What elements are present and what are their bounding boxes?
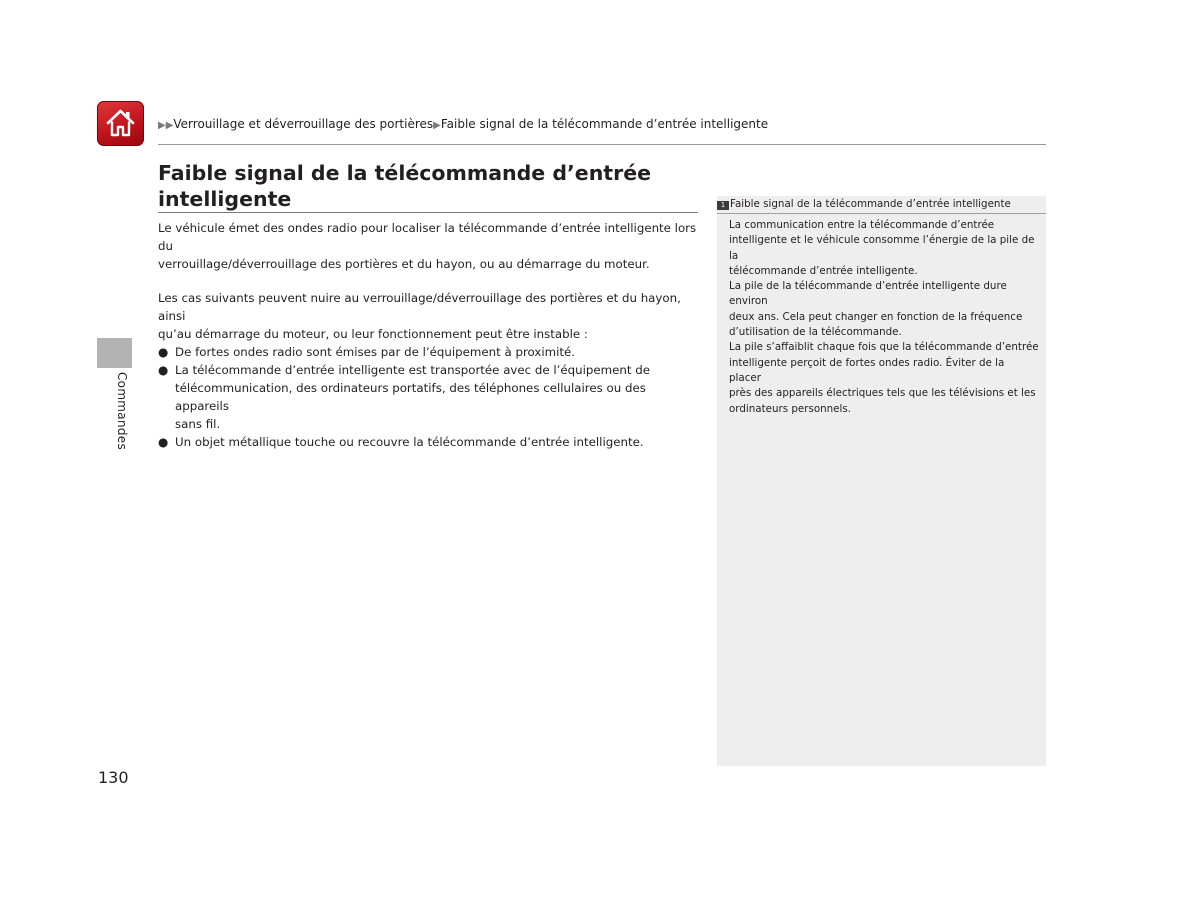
intro-paragraph <box>158 219 703 273</box>
home-button[interactable] <box>97 101 144 146</box>
text-line: Les cas suivants peuvent nuire au verrouillage/déverrouillage des portières et du hayon, ainsi <box>158 291 681 323</box>
text-line: Le véhicule émet des ondes radio pour localiser la télécommande d’entrée intelligente lors du <box>158 221 697 253</box>
breadcrumb-link-locking[interactable]: Verrouillage et déverrouillage des portières <box>173 117 434 131</box>
section-label: Commandes <box>115 372 129 451</box>
note-paragraph <box>729 218 1039 279</box>
breadcrumb-separator: ▶▶ <box>158 120 174 131</box>
text-line: intelligente et le véhicule consomme l’énergie de la pile de la <box>729 234 1035 262</box>
text-line: près des appareils électriques tels que les télévisions et les <box>729 387 1036 400</box>
page-number: 130 <box>98 768 129 787</box>
bullet-icon: ● <box>158 363 169 377</box>
cases-paragraph <box>158 289 703 343</box>
breadcrumb-current[interactable]: Faible signal de la télécommande d’entrée intelligente <box>440 117 769 131</box>
note-paragraph <box>729 340 1039 416</box>
text-line: d’utilisation de la télécommande. <box>729 326 902 339</box>
list-item <box>158 433 703 451</box>
main-content <box>158 219 703 451</box>
page-title-line: Faible signal de la télécommande d’entrée <box>158 161 652 185</box>
section-tab[interactable] <box>97 338 132 368</box>
home-icon <box>106 108 135 138</box>
breadcrumb <box>158 117 768 131</box>
note-title-text: Faible signal de la télécommande d’entrée intelligente <box>730 198 1011 210</box>
note-paragraph <box>729 279 1039 340</box>
text-line: sans fil. <box>175 417 221 431</box>
note-panel <box>717 196 1046 766</box>
list-item <box>158 361 703 433</box>
text-line: qu’au démarrage du moteur, ou leur fonctionnement peut être instable : <box>158 327 588 341</box>
text-line: ordinateurs personnels. <box>729 402 852 415</box>
breadcrumb-separator: ▶ <box>433 120 441 131</box>
text-line: Un objet métallique touche ou recouvre la télécommande d’entrée intelligente. <box>175 435 644 449</box>
bullet-icon: ● <box>158 345 169 359</box>
text-line: La télécommande d’entrée intelligente est transportée avec de l’équipement de <box>175 363 651 377</box>
bullet-icon: ● <box>158 435 169 449</box>
text-line: La pile s’affaiblit chaque fois que la télécommande d’entrée <box>729 341 1039 354</box>
text-line: deux ans. Cela peut changer en fonction de la fréquence <box>729 310 1023 323</box>
text-line: verrouillage/déverrouillage des portières et du hayon, ou au démarrage du moteur. <box>158 257 650 271</box>
text-line: La communication entre la télécommande d’entrée <box>729 219 995 231</box>
text-line: La pile de la télécommande d’entrée intelligente dure environ <box>729 280 1007 308</box>
note-body <box>729 218 1039 417</box>
title-divider <box>158 212 698 213</box>
text-line: intelligente perçoit de fortes ondes radio. Éviter de la placer <box>729 356 1005 384</box>
note-marker-icon: 1 <box>717 201 729 210</box>
text-line: De fortes ondes radio sont émises par de l’équipement à proximité. <box>175 345 576 359</box>
note-title <box>717 196 1046 214</box>
list-item <box>158 343 703 361</box>
header-divider <box>158 144 1046 145</box>
page-title <box>158 160 698 212</box>
page-title-line: intelligente <box>158 187 292 211</box>
text-line: télécommande d’entrée intelligente. <box>729 264 918 277</box>
cases-list <box>158 343 703 451</box>
text-line: télécommunication, des ordinateurs portatifs, des téléphones cellulaires ou des appareils <box>175 381 646 413</box>
